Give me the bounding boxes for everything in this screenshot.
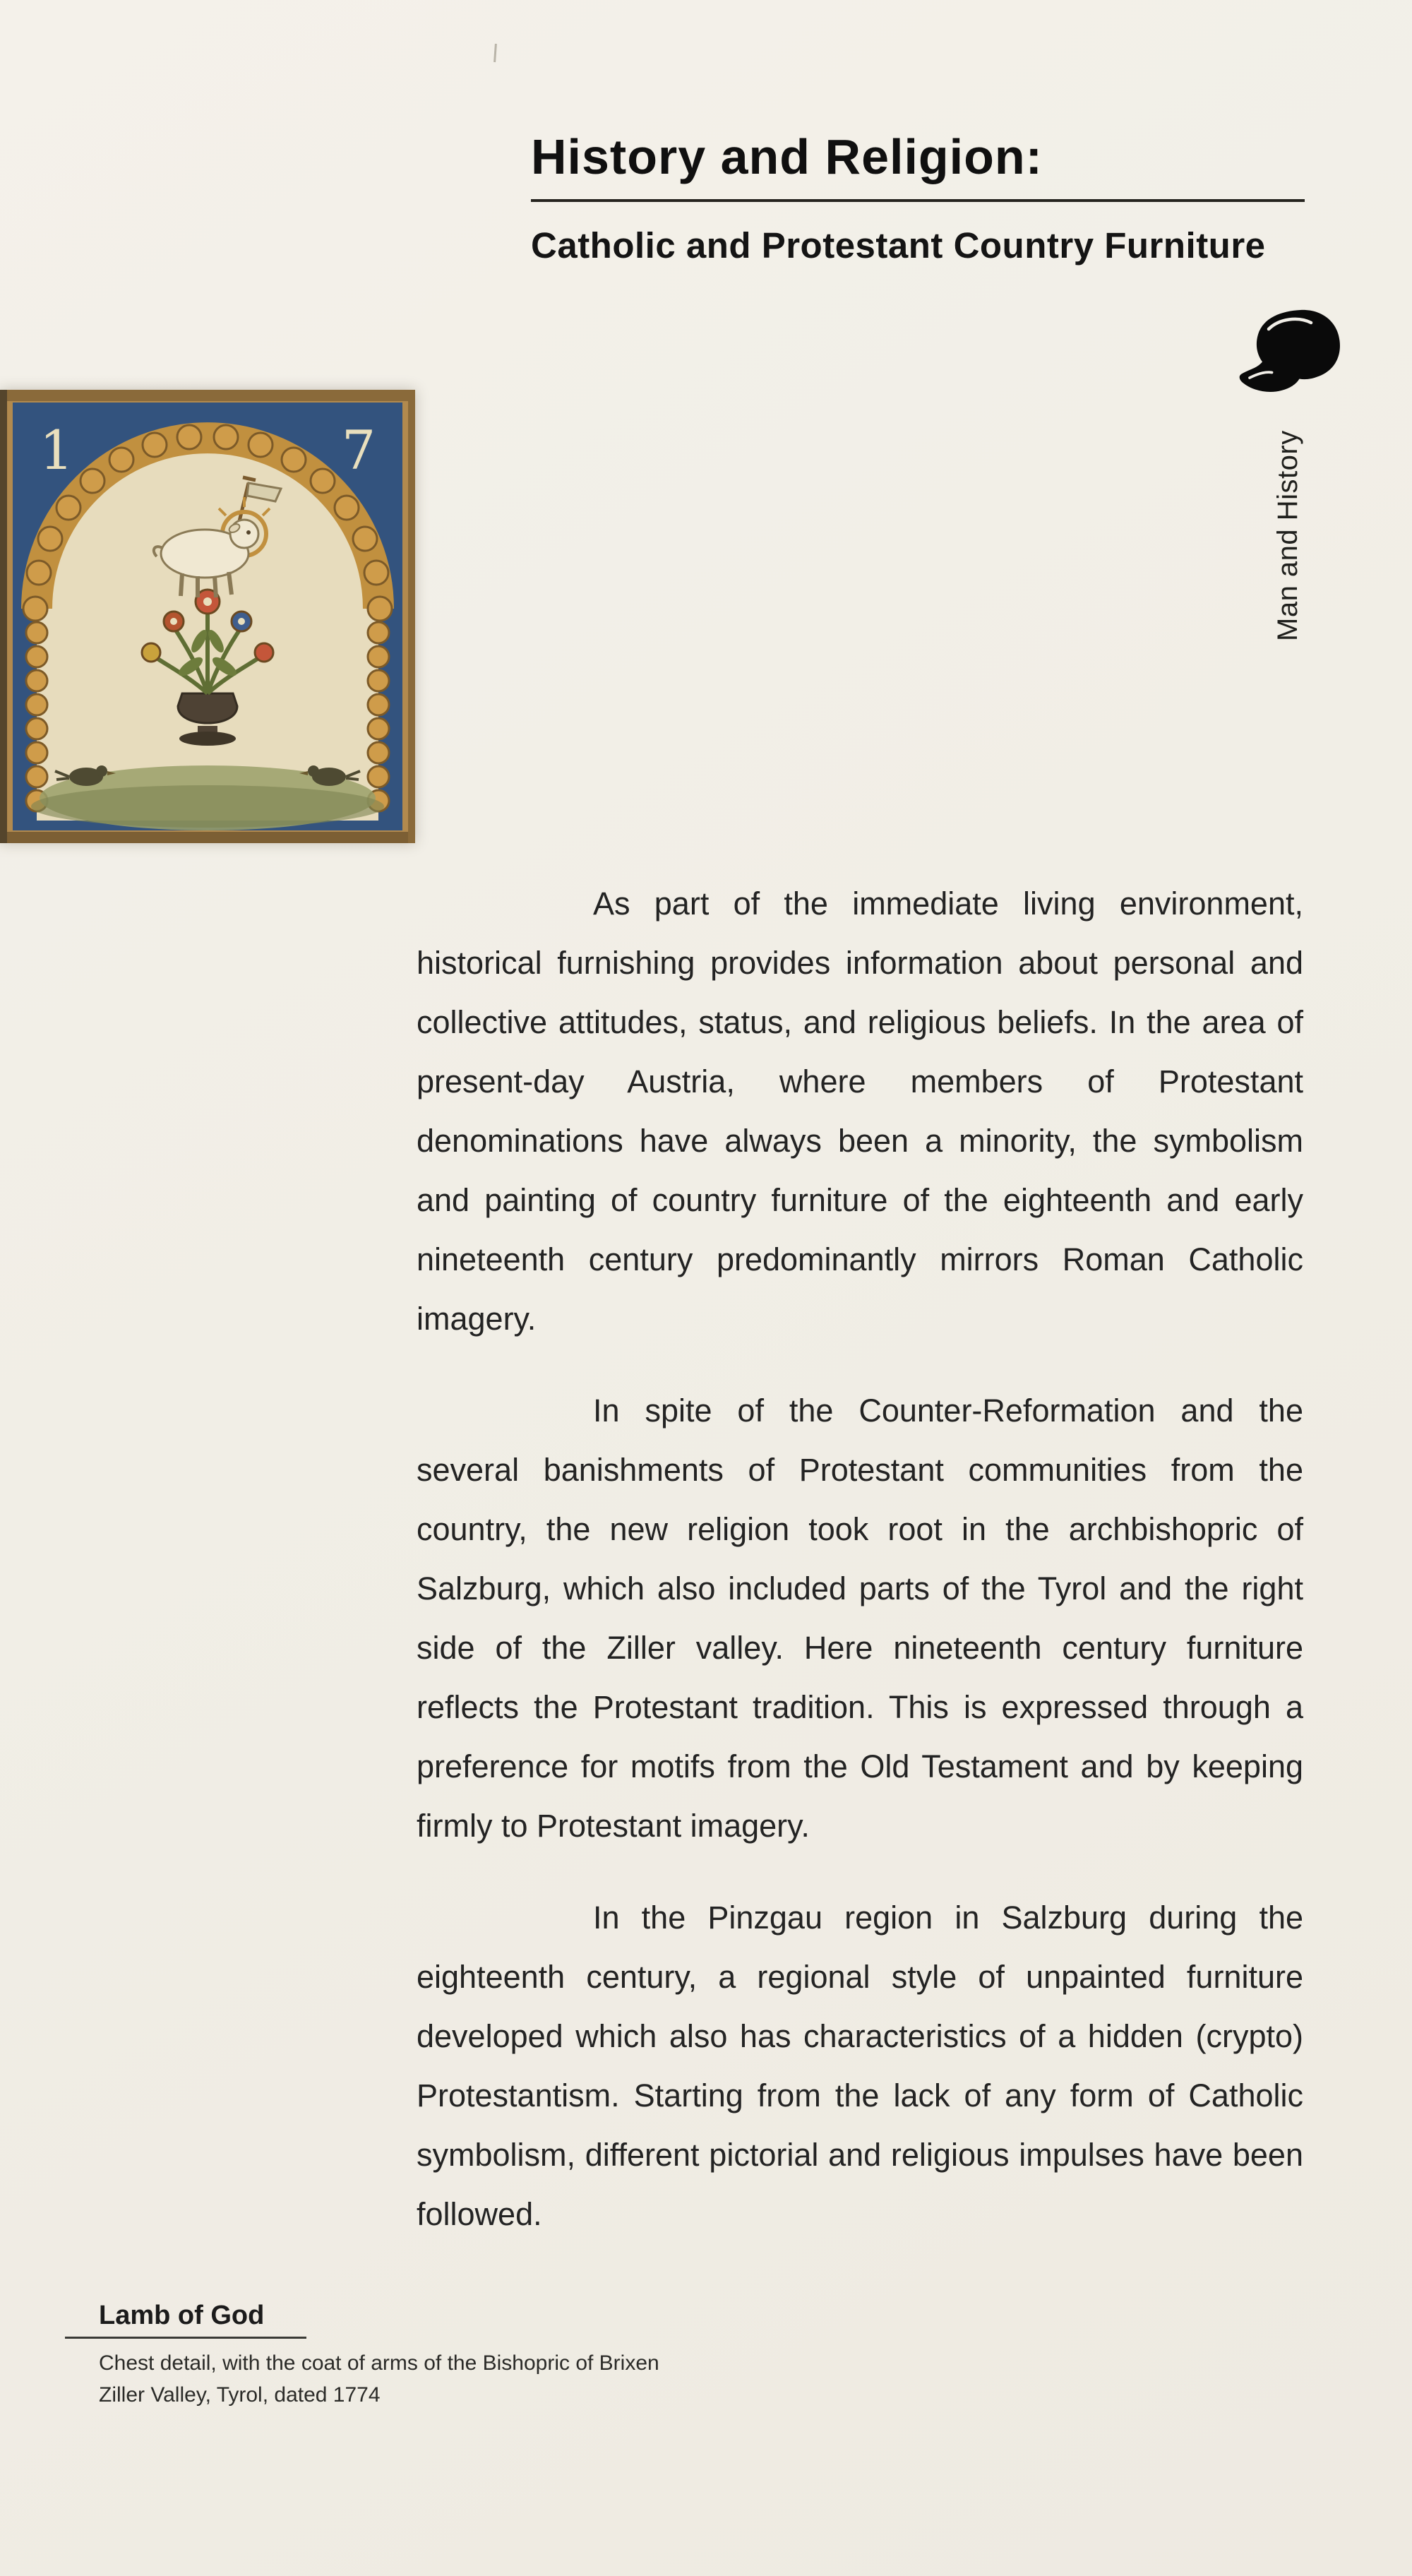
flower-vase	[178, 693, 237, 746]
paragraph: In spite of the Counter-Reformation and the several banishments of Protestant communities from the country, the new religion took root in the archbishopric of Salzburg, which also included parts of the Tyrol and the right side of the Ziller valley. Here nineteenth century furniture reflects the Protestant tradition. This is expressed through a preference for motifs from the Old Testament and by keeping firmly to Protestant imagery.	[417, 1393, 1303, 1844]
paragraph: In the Pinzgau region in Salzburg during the eighteenth century, a regional style of unpainted furniture developed which also has characteristics of a hidden (crypto) Protestantism. Starting from the lack of any form of Catholic symbolism, different pictorial and religious impulses have been followed.	[417, 1900, 1303, 2232]
lamb-of-god-artwork	[0, 390, 415, 843]
date-numeral-left: 1	[39, 419, 74, 482]
caption-line-2: Ziller Valley, Tyrol, dated 1774	[99, 2383, 381, 2407]
body-text-column	[417, 874, 1303, 2277]
page-subtitle: Catholic and Protestant Country Furniture	[531, 225, 1266, 266]
page-title: History and Religion:	[531, 129, 1305, 202]
caption-line-1: Chest detail, with the coat of arms of the Bishopric of Brixen	[99, 2351, 659, 2375]
scan-artifact	[493, 44, 497, 62]
image-caption	[65, 2301, 842, 2411]
paragraph: As part of the immediate living environment, historical furnishing provides information about personal and collective attitudes, status, and religious beliefs. In the area of present-day Austria, where members of Protestant denominations have always been a minority, the symbolism and painting of country furniture of the eighteenth and early nineteenth century predominantly mirrors Roman Catholic imagery.	[417, 886, 1303, 1337]
sidebar-chapter-label: Man and History	[1272, 430, 1303, 641]
caption-title: Lamb of God	[65, 2301, 306, 2339]
chapter-head-silhouette-icon	[1237, 308, 1343, 398]
date-numeral-right: 7	[341, 419, 376, 482]
